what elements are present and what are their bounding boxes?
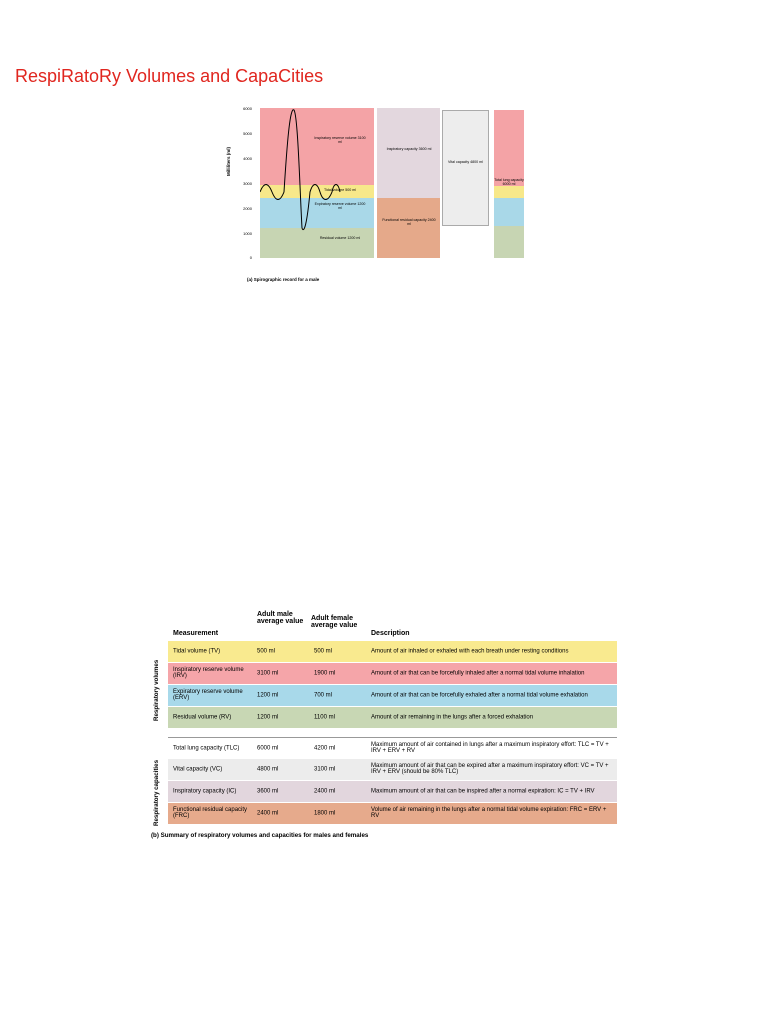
rv-label: Residual volume 1200 ml bbox=[319, 236, 361, 240]
figure-a-caption: (a) Spirographic record for a male bbox=[247, 277, 320, 282]
page-title: RespiRatoRy Volumes and CapaCities bbox=[15, 66, 324, 86]
male-value-cell: 3100 ml bbox=[257, 670, 279, 677]
female-value-cell: 2400 ml bbox=[314, 788, 336, 795]
female-value-cell: 3100 ml bbox=[314, 766, 336, 773]
description-cell: Amount of air inhaled or exhaled with each breath under resting conditions bbox=[371, 648, 569, 655]
description-cell: Maximum amount of air contained in lungs after a maximum inspiratory effort: TLC = TV + IRV + ERV + RV bbox=[371, 741, 609, 755]
ic-band bbox=[377, 108, 440, 198]
y-tick: 0 bbox=[249, 255, 252, 260]
description-cell: Volume of air remaining in the lungs after a normal tidal volume expiration: FRC = ERV + RV bbox=[371, 806, 607, 820]
measurement-cell: Inspiratory reserve volume (IRV) bbox=[173, 666, 244, 680]
male-value-cell: 6000 ml bbox=[257, 745, 279, 752]
table-row bbox=[168, 803, 617, 824]
male-value-cell: 2400 ml bbox=[257, 810, 279, 817]
header-male: Adult male average value bbox=[257, 611, 304, 626]
table-row bbox=[168, 685, 617, 706]
frc-band bbox=[377, 198, 440, 258]
ic-label: Inspiratory capacity 3600 ml bbox=[386, 147, 432, 151]
vc-label: Vital capacity 4800 ml bbox=[448, 160, 483, 164]
y-tick: 5000 bbox=[243, 131, 252, 136]
figure-b-caption: (b) Summary of respiratory volumes and capacities for males and females bbox=[151, 832, 369, 839]
male-value-cell: 3600 ml bbox=[257, 788, 279, 795]
tlc-tv-band bbox=[494, 186, 524, 198]
table-row bbox=[168, 707, 617, 728]
measurement-cell: Residual volume (RV) bbox=[173, 714, 232, 721]
frc-label: Functional residual capacity 2400 ml bbox=[382, 218, 436, 227]
measurement-cell: Inspiratory capacity (IC) bbox=[173, 788, 237, 795]
tlc-label: Total lung capacity 6000 ml bbox=[494, 178, 524, 187]
measurement-cell: Total lung capacity (TLC) bbox=[173, 745, 240, 752]
y-tick: 4000 bbox=[243, 156, 252, 161]
description-cell: Amount of air that can be forcefully exhaled after a normal tidal volume exhalation bbox=[371, 692, 588, 699]
tlc-rv-band bbox=[494, 226, 524, 258]
measurement-cell: Tidal volume (TV) bbox=[173, 648, 221, 655]
tlc-erv-band bbox=[494, 198, 524, 226]
header-female: Adult female average value bbox=[311, 615, 358, 630]
measurement-cell: Vital capacity (VC) bbox=[173, 766, 223, 773]
tv-label: Tidal volume 500 ml bbox=[323, 188, 357, 192]
measurement-cell: Functional residual capacity (FRC) bbox=[173, 806, 248, 820]
irv-label: Inspiratory reserve volume 3100 ml bbox=[314, 136, 366, 145]
vc-band bbox=[442, 110, 489, 226]
y-axis-label: Milliliters (ml) bbox=[226, 146, 231, 176]
table-row bbox=[168, 759, 617, 780]
y-tick: 3000 bbox=[243, 181, 252, 186]
table-row bbox=[168, 663, 617, 684]
capacities-group-label: Respiratory capacities bbox=[153, 759, 160, 826]
female-value-cell: 700 ml bbox=[314, 692, 333, 699]
header-measurement: Measurement bbox=[173, 630, 219, 637]
header-description: Description bbox=[371, 630, 410, 637]
erv-label: Expiratory reserve volume 1200 ml bbox=[314, 202, 366, 211]
male-value-cell: 1200 ml bbox=[257, 692, 279, 699]
description-cell: Amount of air remaining in the lungs after a forced exhalation bbox=[371, 714, 534, 721]
description-cell: Amount of air that can be forcefully inhaled after a normal tidal volume inhalation bbox=[371, 670, 585, 677]
volumes-group-label: Respiratory volumes bbox=[153, 659, 160, 721]
y-tick: 6000 bbox=[243, 106, 252, 111]
table-row bbox=[168, 641, 617, 662]
table-row bbox=[168, 737, 617, 759]
spirogram-figure bbox=[226, 104, 540, 284]
female-value-cell: 500 ml bbox=[314, 648, 333, 655]
description-cell: Maximum amount of air that can be inspired after a normal expiration: IC = TV + IRV bbox=[371, 788, 595, 795]
female-value-cell: 1100 ml bbox=[314, 714, 335, 721]
y-tick: 2000 bbox=[243, 206, 252, 211]
measurement-cell: Expiratory reserve volume (ERV) bbox=[173, 688, 243, 702]
summary-table bbox=[151, 611, 617, 843]
female-value-cell: 1800 ml bbox=[314, 810, 336, 817]
male-value-cell: 1200 ml bbox=[257, 714, 279, 721]
y-tick: 1000 bbox=[243, 231, 252, 236]
female-value-cell: 1900 ml bbox=[314, 670, 336, 677]
table-row bbox=[168, 781, 617, 802]
female-value-cell: 4200 ml bbox=[314, 745, 336, 752]
male-value-cell: 500 ml bbox=[257, 648, 276, 655]
male-value-cell: 4800 ml bbox=[257, 766, 279, 773]
tlc-irv-band bbox=[494, 110, 524, 186]
description-cell: Maximum amount of air that can be expired after a maximum inspiratory effort: VC = TV + IRV + ERV (should be 80% TLC) bbox=[371, 762, 609, 776]
